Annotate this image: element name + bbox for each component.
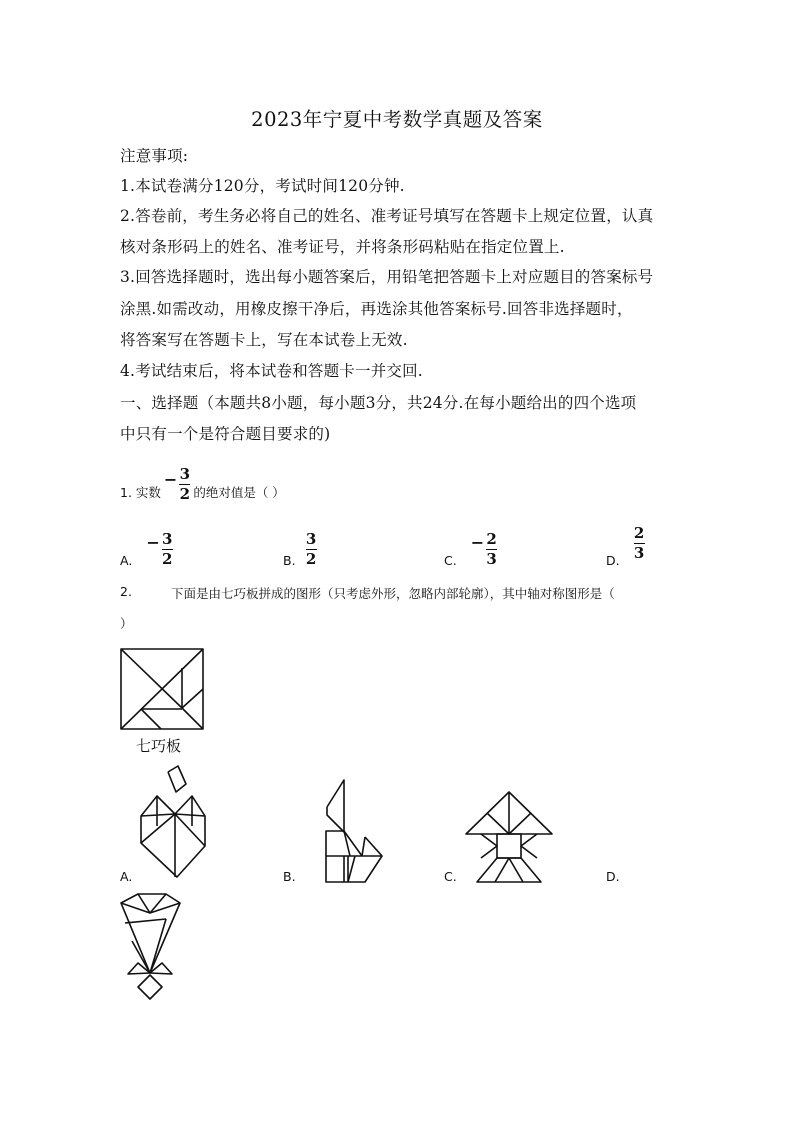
- q2-option-b-figure: [320, 780, 384, 882]
- page-title: 2023年宁夏中考数学真题及答案: [251, 108, 543, 131]
- q1-fraction-sign: −: [163, 469, 178, 489]
- tangram-reference-figure: [120, 648, 204, 730]
- q2-number: 2.: [120, 584, 132, 599]
- option-label: C.: [444, 553, 457, 568]
- option-fraction: [306, 531, 317, 568]
- notice-item-2-cont: 核对条形码上的姓名、准考证号，并将条形码粘贴在指定位置上.: [120, 238, 565, 256]
- notice-item-3-cont2: 将答案写在答题卡上，写在本试卷上无效.: [120, 331, 408, 349]
- tangram-caption: 七巧板: [136, 737, 182, 755]
- fraction-num: 2: [633, 524, 645, 542]
- option-fraction: [486, 531, 497, 568]
- q2-option-d-figure: [120, 893, 184, 1003]
- notice-item-4: 4.考试结束后，将本试卷和答题卡一并交回.: [120, 362, 423, 380]
- notice-heading: 注意事项:: [120, 147, 189, 165]
- option-label: B.: [283, 553, 296, 568]
- option-sign: −: [470, 533, 485, 552]
- q2-option-a-label[interactable]: A.: [120, 869, 133, 884]
- q1-fraction-num: 3: [179, 464, 191, 483]
- q1-option-b[interactable]: [283, 522, 317, 568]
- fraction-num: 3: [305, 530, 317, 548]
- question-1: [120, 460, 285, 510]
- fraction-den: 3: [633, 544, 645, 562]
- q1-option-c[interactable]: [444, 522, 497, 568]
- q2-text: 下面是由七巧板拼成的图形（只考虑外形，忽略内部轮廓），其中轴对称图形是（: [171, 586, 615, 601]
- q2-option-a-figure: [138, 766, 208, 882]
- section-heading-cont: 中只有一个是符合题目要求的): [120, 425, 331, 443]
- q1-suffix: 的绝对值是（ ）: [193, 485, 285, 500]
- q1-prefix: 1. 实数: [120, 485, 161, 500]
- option-label: D.: [606, 553, 620, 568]
- q2-option-c-figure: [465, 792, 553, 882]
- section-heading: 一、选择题（本题共8小题，每小题3分，共24分.在每小题给出的四个选项: [120, 394, 637, 412]
- fraction-den: 3: [486, 550, 497, 568]
- notice-item-3: 3.回答选择题时，选出每小题答案后，用铅笔把答题卡上对应题目的答案标号: [120, 268, 654, 286]
- notice-item-2: 2.答卷前，考生务必将自己的姓名、准考证号填写在答题卡上规定位置，认真: [120, 207, 654, 225]
- q1-fraction-den: 2: [179, 484, 191, 503]
- option-fraction: [162, 531, 173, 568]
- q2-option-b-label[interactable]: B.: [283, 869, 296, 884]
- q1-option-d[interactable]: [606, 522, 645, 568]
- q1-option-a[interactable]: [120, 522, 173, 568]
- q2-close-paren: ）: [120, 616, 133, 631]
- option-sign: −: [146, 533, 160, 552]
- fraction-den: 2: [162, 550, 173, 568]
- fraction-num: 2: [486, 530, 497, 548]
- q2-option-c-label[interactable]: C.: [444, 869, 457, 884]
- fraction-num: 3: [162, 530, 173, 548]
- option-label: A.: [120, 553, 133, 568]
- q1-fraction-body: [179, 466, 190, 503]
- notice-item-3-cont: 涂黑.如需改动，用橡皮擦干净后，再选涂其他答案标号.回答非选择题时，: [120, 300, 633, 318]
- q2-option-d-label[interactable]: D.: [606, 869, 620, 884]
- fraction-den: 2: [305, 550, 317, 568]
- q1-fraction: [163, 464, 191, 503]
- notice-item-1: 1.本试卷满分120分，考试时间120分钟.: [120, 177, 405, 195]
- option-fraction: [634, 525, 645, 562]
